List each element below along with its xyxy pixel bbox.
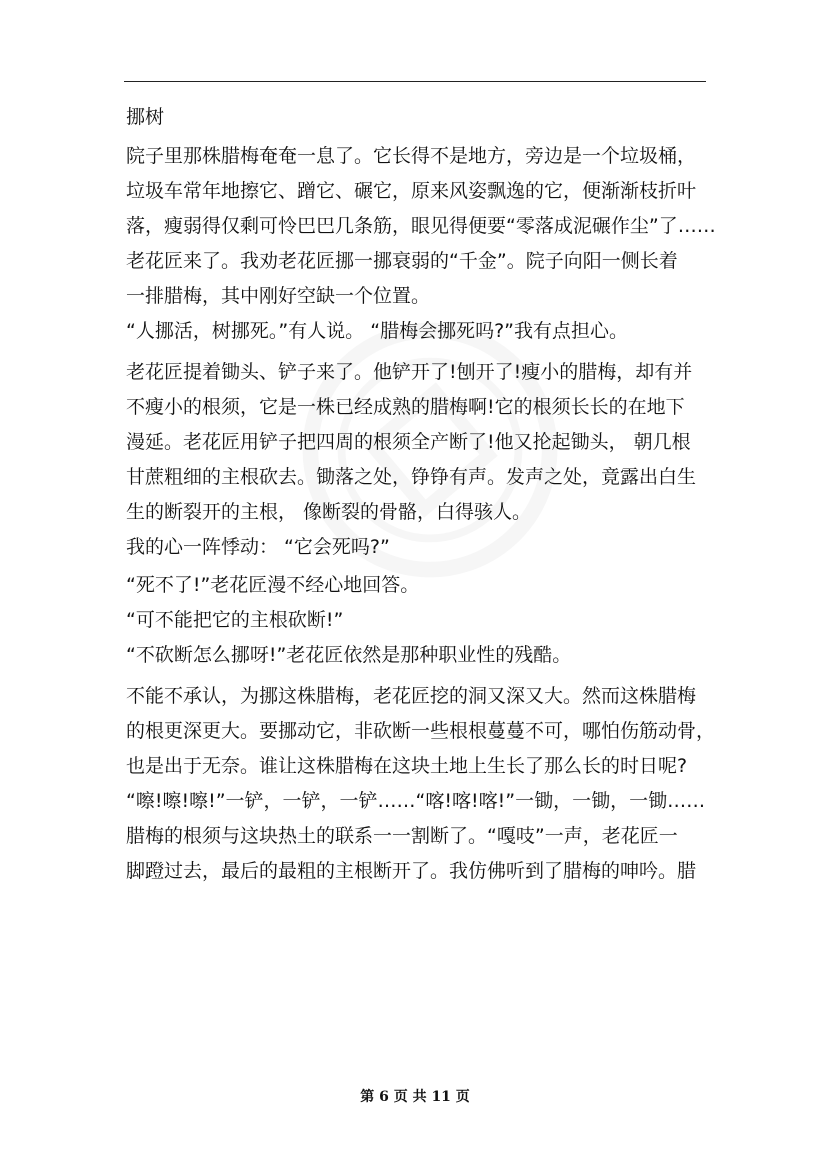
- text-line: 落，瘦弱得仅剩可怜巴巴几条筋，眼见得便要“零落成泥碾作尘”了……: [126, 215, 716, 237]
- text-line: 老花匠来了。我劝老花匠挪一挪衰弱的“千金”。院子向阳一侧长着: [126, 250, 678, 272]
- text-line: 不瘦小的根须，它是一株已经成熟的腊梅啊!它的根须长长的在地下: [126, 396, 685, 418]
- text-line: 院子里那株腊梅奄奄一息了。它长得不是地方，旁边是一个垃圾桶，: [126, 145, 697, 167]
- paragraph: [126, 139, 716, 349]
- text-line: 甘蔗粗细的主根砍去。锄落之处，铮铮有声。发声之处，竟露出白生: [126, 466, 697, 488]
- document-title: 挪树: [126, 106, 165, 128]
- text-line: 垃圾车常年地擦它、蹭它、碾它，原来风姿飘逸的它，便渐渐枝折叶: [126, 180, 697, 202]
- text-line: 不能不承认，为挪这株腊梅，老花匠挖的洞又深又大。然而这株腊梅: [126, 685, 697, 707]
- text-line: 脚蹬过去，最后的最粗的主根断开了。我仿佛听到了腊梅的呻吟。腊: [126, 860, 697, 882]
- text-line: 一排腊梅，其中刚好空缺一个位置。: [126, 285, 431, 307]
- dialogue-line: “不砍断怎么挪呀!”老花匠依然是那种职业性的残酷。: [126, 644, 572, 666]
- paragraph: [126, 355, 716, 530]
- text-line: 生的断裂开的主根， 像断裂的骨骼，白得骇人。: [126, 501, 532, 523]
- document-body: [126, 97, 716, 889]
- dialogue-line: 我的心一阵悸动： “它会死吗?”: [126, 536, 390, 558]
- dialogue-line: “可不能把它的主根砍断!”: [126, 609, 344, 631]
- text-line: 漫延。老花匠用铲子把四周的根须全产断了!他又抡起锄头， 朝几根: [126, 431, 691, 453]
- text-line: 也是出于无奈。谁让这株腊梅在这块土地上生长了那么长的时日呢?: [126, 755, 688, 777]
- text-line: 腊梅的根须与这块热土的联系一一割断了。“嘎吱”一声，老花匠一: [126, 825, 678, 847]
- page-number: 第 6 页 共 11 页: [360, 1089, 470, 1105]
- text-line: 老花匠提着锄头、铲子来了。他铲开了!刨开了!瘦小的腊梅，却有并: [126, 361, 693, 383]
- dialogue-line: “人挪活，树挪死。”有人说。 “腊梅会挪死吗?”我有点担心。: [126, 320, 628, 342]
- text-line: “嚓!嚓!嚓!”一铲，一铲，一铲……“喀!喀!喀!”一锄，一锄，一锄……: [126, 790, 706, 812]
- dialogue-line: “死不了!”老花匠漫不经心地回答。: [126, 574, 420, 596]
- paragraph: [126, 679, 716, 889]
- dialogue: [126, 530, 716, 673]
- header-rule: [124, 81, 706, 82]
- text-line: 的根更深更大。要挪动它，非砍断一些根根蔓蔓不可，哪怕伤筋动骨，: [126, 720, 716, 742]
